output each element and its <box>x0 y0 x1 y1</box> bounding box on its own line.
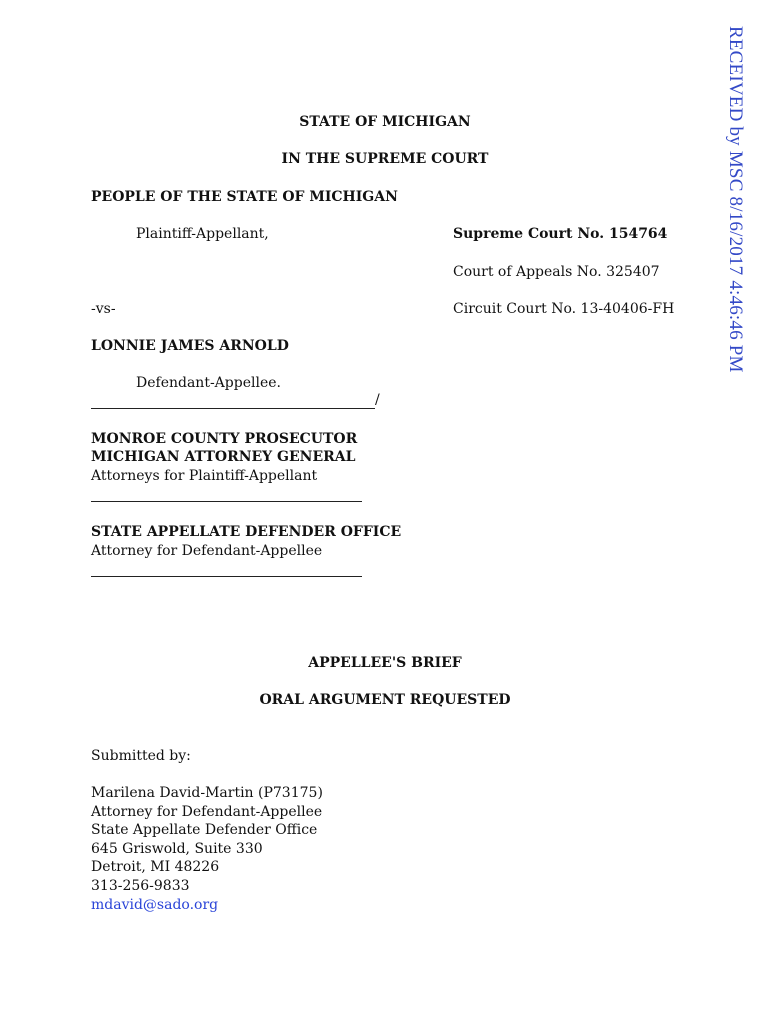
defendant-attorney-line1: STATE APPELLATE DEFENDER OFFICE <box>91 524 402 540</box>
plaintiff-role: Plaintiff-Appellant, <box>136 226 269 242</box>
submitter-city: Detroit, MI 48226 <box>91 859 220 875</box>
appeals-court-number: Court of Appeals No. 325407 <box>453 264 660 280</box>
people-caption: PEOPLE OF THE STATE OF MICHIGAN <box>91 189 398 205</box>
submitter-name: Marilena David-Martin (P73175) <box>91 785 323 801</box>
plaintiff-attorney-line1: MONROE COUNTY PROSECUTOR <box>91 431 358 447</box>
caption-slash: / <box>375 392 380 408</box>
supreme-court-number: Supreme Court No. 154764 <box>453 226 668 242</box>
submitter-phone: 313-256-9833 <box>91 878 190 894</box>
received-stamp-text: RECEIVED by MSC 8/16/2017 4:46:46 PM <box>725 26 746 373</box>
oral-argument-title: ORAL ARGUMENT REQUESTED <box>259 692 511 708</box>
brief-title: APPELLEE'S BRIEF <box>308 655 462 671</box>
circuit-court-number: Circuit Court No. 13-40406-FH <box>453 301 675 317</box>
submitter-street: 645 Griswold, Suite 330 <box>91 841 263 857</box>
submitter-office: State Appellate Defender Office <box>91 822 318 838</box>
submitter-email-link[interactable]: mdavid@sado.org <box>91 897 219 913</box>
defendant-role: Defendant-Appellee. <box>136 375 281 391</box>
submitter-role: Attorney for Defendant-Appellee <box>91 804 323 820</box>
plaintiff-attorney-line2: MICHIGAN ATTORNEY GENERAL <box>91 449 356 465</box>
versus-label: -vs- <box>91 301 116 317</box>
defendant-attorney-divider <box>91 576 362 577</box>
submitted-by-label: Submitted by: <box>91 748 191 764</box>
received-stamp <box>722 26 748 396</box>
state-heading: STATE OF MICHIGAN <box>299 114 471 130</box>
caption-divider <box>91 408 375 409</box>
court-heading: IN THE SUPREME COURT <box>281 151 489 167</box>
defendant-name: LONNIE JAMES ARNOLD <box>91 338 289 354</box>
plaintiff-attorney-role: Attorneys for Plaintiff-Appellant <box>91 468 318 484</box>
plaintiff-attorney-divider <box>91 501 362 502</box>
defendant-attorney-role: Attorney for Defendant-Appellee <box>91 543 323 559</box>
